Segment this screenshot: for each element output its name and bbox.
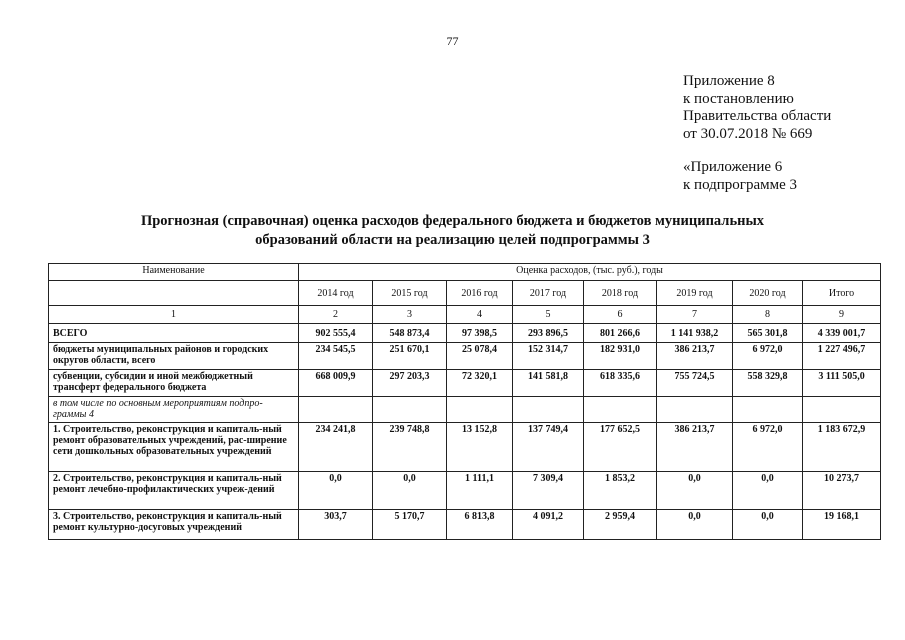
value-cell: 234 545,5: [299, 343, 373, 370]
appendix-8-line: от 30.07.2018 № 669: [683, 125, 813, 142]
value-cell: 558 329,8: [733, 370, 803, 397]
value-cell: 386 213,7: [657, 423, 733, 472]
value-cell: 0,0: [657, 510, 733, 540]
title-line-1: Прогнозная (справочная) оценка расходов федерального бюджета и бюджетов муниципальных: [140, 213, 765, 229]
value-cell: 0,0: [733, 510, 803, 540]
document-title: [60, 212, 845, 250]
value-cell: 25 078,4: [447, 343, 513, 370]
value-cell: 19 168,1: [803, 510, 881, 540]
value-cell: 1 227 496,7: [803, 343, 881, 370]
column-index-cell: 1: [49, 306, 299, 324]
column-index-cell: 2: [299, 306, 373, 324]
blank-header-cell: [49, 281, 299, 306]
value-cell: 3 111 505,0: [803, 370, 881, 397]
value-cell: 902 555,4: [299, 324, 373, 343]
value-cell: 801 266,6: [584, 324, 657, 343]
column-index-cell: 8: [733, 306, 803, 324]
row-name-cell: 2. Строительство, реконструкция и капиталь-ный ремонт лечебно-профилактических учреж-дений: [49, 472, 299, 510]
value-cell: 13 152,8: [447, 423, 513, 472]
year-header-cell: 2018 год: [584, 281, 657, 306]
value-cell: 618 335,6: [584, 370, 657, 397]
table-row: [49, 472, 881, 510]
row-name-cell: 3. Строительство, реконструкция и капиталь-ный ремонт культурно-досуговых учреждений: [49, 510, 299, 540]
column-index-cell: 9: [803, 306, 881, 324]
value-cell: 251 670,1: [373, 343, 447, 370]
column-index-cell: 3: [373, 306, 447, 324]
value-cell: 1 111,1: [447, 472, 513, 510]
value-cell: 177 652,5: [584, 423, 657, 472]
value-cell: 0,0: [733, 472, 803, 510]
value-cell: 234 241,8: [299, 423, 373, 472]
value-cell: 0,0: [373, 472, 447, 510]
year-header-cell: 2020 год: [733, 281, 803, 306]
name-column-header: Наименование: [49, 264, 299, 281]
appendix-6-lines: [683, 159, 831, 194]
appendix-8-line: Правительства области: [683, 108, 832, 124]
table-row: [49, 370, 881, 397]
title-line-2: образований области на реализацию целей подпрограммы 3: [255, 232, 650, 248]
value-cell: 303,7: [299, 510, 373, 540]
value-cell: 1 141 938,2: [657, 324, 733, 343]
appendix-block: [683, 73, 831, 194]
column-index-cell: 6: [584, 306, 657, 324]
value-cell: [657, 397, 733, 423]
value-cell: 97 398,5: [447, 324, 513, 343]
value-cell: 5 170,7: [373, 510, 447, 540]
value-cell: 7 309,4: [513, 472, 584, 510]
value-cell: 152 314,7: [513, 343, 584, 370]
budget-table: [48, 263, 881, 540]
row-name-cell: субвенции, субсидии и иной межбюджетный трансферт федерального бюджета: [49, 370, 299, 397]
row-name-cell: 1. Строительство, реконструкция и капиталь-ный ремонт образовательных учреждений, рас-ширение сети дошкольных образовательных учреждений: [49, 423, 299, 472]
value-cell: [733, 397, 803, 423]
appendix-8-line: Приложение 8: [683, 73, 775, 89]
value-cell: 297 203,3: [373, 370, 447, 397]
year-header-cell: 2019 год: [657, 281, 733, 306]
value-cell: 565 301,8: [733, 324, 803, 343]
value-cell: 137 749,4: [513, 423, 584, 472]
table-row: [49, 397, 881, 423]
value-cell: 755 724,5: [657, 370, 733, 397]
appendix-8-line: к постановлению: [683, 90, 794, 107]
value-cell: [803, 397, 881, 423]
years-header-row: [49, 281, 881, 306]
value-cell: 0,0: [657, 472, 733, 510]
value-cell: [299, 397, 373, 423]
appendix-6-line: «Приложение 6: [683, 159, 783, 175]
value-cell: 72 320,1: [447, 370, 513, 397]
value-cell: 6 972,0: [733, 343, 803, 370]
row-name-cell: ВСЕГО: [49, 324, 299, 343]
column-index-row: [49, 306, 881, 324]
value-cell: [373, 397, 447, 423]
table-header-row: [49, 264, 881, 281]
value-cell: 1 183 672,9: [803, 423, 881, 472]
year-header-cell: 2016 год: [447, 281, 513, 306]
appendix-6-line: к подпрограмме 3: [683, 176, 797, 193]
value-cell: 239 748,8: [373, 423, 447, 472]
value-cell: 668 009,9: [299, 370, 373, 397]
value-cell: 2 959,4: [584, 510, 657, 540]
value-cell: 1 853,2: [584, 472, 657, 510]
column-index-cell: 7: [657, 306, 733, 324]
year-header-cell: 2014 год: [299, 281, 373, 306]
value-cell: 4 091,2: [513, 510, 584, 540]
value-cell: [584, 397, 657, 423]
table-row: [49, 324, 881, 343]
value-cell: 141 581,8: [513, 370, 584, 397]
row-name-cell: бюджеты муниципальных районов и городских округов области, всего: [49, 343, 299, 370]
row-name-cell: в том числе по основным мероприятиям подпро-граммы 4: [49, 397, 299, 423]
page-number: 77: [446, 34, 459, 48]
value-cell: 293 896,5: [513, 324, 584, 343]
table-row: [49, 510, 881, 540]
value-cell: [447, 397, 513, 423]
value-cell: 0,0: [299, 472, 373, 510]
table-row: [49, 343, 881, 370]
value-cell: 182 931,0: [584, 343, 657, 370]
appendix-8-lines: [683, 73, 831, 143]
column-index-cell: 4: [447, 306, 513, 324]
value-cell: 548 873,4: [373, 324, 447, 343]
value-cell: 6 813,8: [447, 510, 513, 540]
value-cell: 386 213,7: [657, 343, 733, 370]
value-cell: 4 339 001,7: [803, 324, 881, 343]
table-row: [49, 423, 881, 472]
year-header-cell: 2015 год: [373, 281, 447, 306]
column-index-cell: 5: [513, 306, 584, 324]
year-header-cell: 2017 год: [513, 281, 584, 306]
value-cell: 6 972,0: [733, 423, 803, 472]
value-cell: [513, 397, 584, 423]
estimate-group-header: Оценка расходов, (тыс. руб.), годы: [299, 264, 881, 281]
year-header-cell: Итого: [803, 281, 881, 306]
value-cell: 10 273,7: [803, 472, 881, 510]
